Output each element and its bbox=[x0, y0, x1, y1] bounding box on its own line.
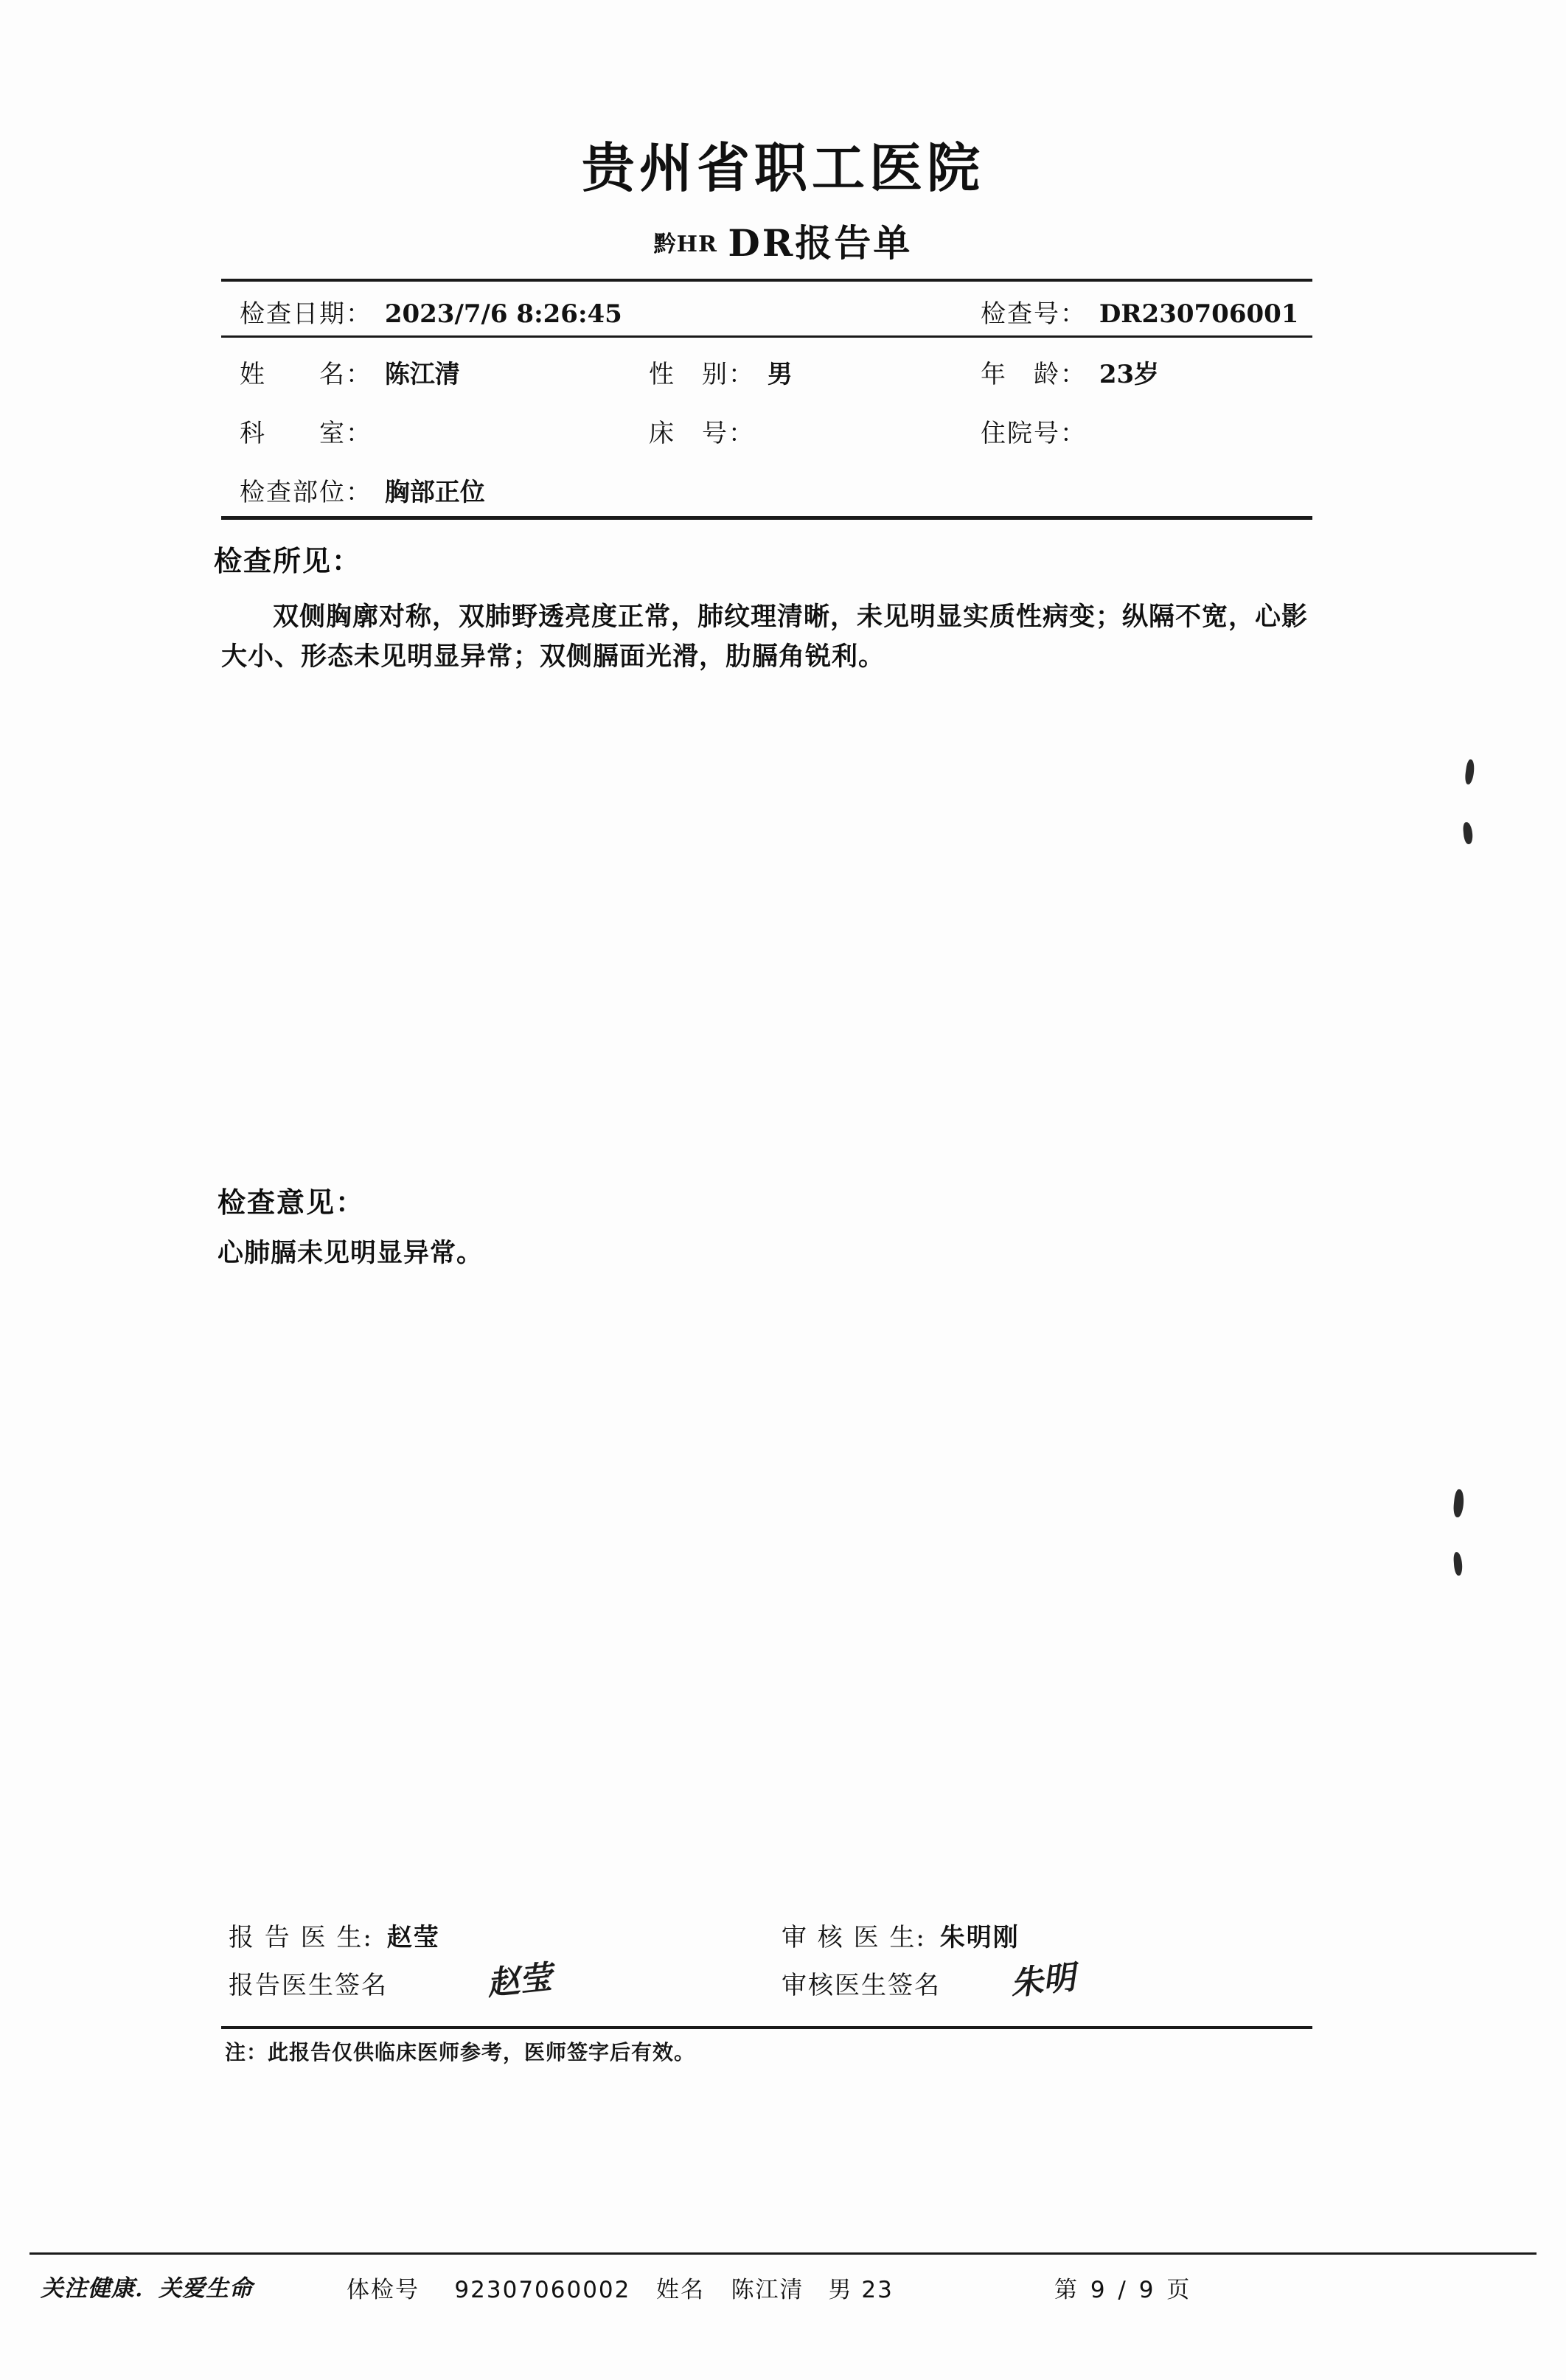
patient-sex-value: 男 bbox=[767, 360, 793, 389]
footer-exam-no bbox=[347, 2271, 630, 2304]
page-footer bbox=[0, 2269, 1566, 2314]
divider-footer bbox=[29, 2252, 1537, 2255]
report-doctor-field bbox=[229, 1917, 440, 1953]
scan-artifact-icon bbox=[1453, 1552, 1463, 1576]
patient-sex-field bbox=[649, 354, 793, 390]
impression-title: 检查意见： bbox=[218, 1186, 366, 1219]
footer-exam-no-label: 体检号 bbox=[347, 2277, 420, 2303]
review-doctor-handwritten-signature: 朱明 bbox=[1009, 1958, 1077, 2003]
hospital-name: 贵州省职工医院 bbox=[581, 136, 984, 199]
patient-name-label: 姓 名： bbox=[240, 360, 372, 389]
review-signature-label: 审核医生签名 bbox=[782, 1971, 941, 2000]
divider-bottom bbox=[221, 516, 1312, 520]
report-doctor-handwritten-signature: 赵莹 bbox=[485, 1958, 554, 2003]
bed-no-label: 床 号： bbox=[649, 419, 755, 448]
exam-no-label: 检查号： bbox=[981, 299, 1087, 329]
report-title: DR报告单 bbox=[728, 221, 913, 265]
footer-page-number: 第 9 / 9 页 bbox=[1054, 2277, 1193, 2303]
exam-part-label: 检查部位： bbox=[240, 478, 372, 507]
report-doctor-label: 报 告 医 生: bbox=[229, 1923, 373, 1952]
report-title-row bbox=[0, 214, 1566, 267]
divider-note bbox=[221, 2026, 1312, 2029]
report-signature-label: 报告医生签名 bbox=[229, 1971, 388, 2000]
findings-title: 检查所见： bbox=[214, 545, 362, 577]
review-doctor-label: 审 核 医 生: bbox=[782, 1923, 926, 1952]
exam-date-field bbox=[240, 293, 622, 330]
patient-age-field bbox=[981, 354, 1159, 390]
patient-age-value: 23岁 bbox=[1099, 360, 1160, 389]
scan-artifact-icon bbox=[1464, 759, 1476, 784]
bed-no-field bbox=[649, 413, 759, 449]
scan-artifact-icon bbox=[1452, 1489, 1465, 1517]
footer-exam-no-value: 92307060002 bbox=[454, 2277, 631, 2303]
review-doctor-field bbox=[782, 1917, 1020, 1953]
review-doctor-value: 朱明刚 bbox=[939, 1923, 1020, 1952]
department-label: 科 室： bbox=[240, 419, 372, 448]
patient-age-label: 年 龄： bbox=[981, 360, 1087, 389]
disclaimer-note: 注：此报告仅供临床医师参考，医师签字后有效。 bbox=[225, 2040, 696, 2064]
exam-part-value: 胸部正位 bbox=[384, 478, 485, 507]
footer-patient-label: 姓名 bbox=[656, 2277, 705, 2303]
exam-no-field bbox=[981, 293, 1298, 330]
patient-name-value: 陈江清 bbox=[384, 360, 460, 389]
scan-artifact-icon bbox=[1463, 822, 1474, 845]
report-doctor-value: 赵莹 bbox=[386, 1923, 440, 1952]
footer-patient-value: 陈江清 男 23 bbox=[731, 2277, 894, 2303]
exam-date-label: 检查日期： bbox=[240, 299, 372, 329]
report-code-prefix: 黔HR bbox=[653, 232, 717, 257]
divider-mid bbox=[221, 335, 1312, 338]
patient-name-field bbox=[240, 354, 460, 390]
impression-body: 心肺膈未见明显异常。 bbox=[218, 1239, 484, 1268]
exam-date-value: 2023/7/6 8:26:45 bbox=[384, 299, 622, 329]
footer-slogan: 关注健康．关爱生命 bbox=[41, 2275, 253, 2302]
footer-patient bbox=[656, 2271, 894, 2304]
divider-top bbox=[221, 279, 1312, 282]
department-field bbox=[240, 413, 377, 449]
inpatient-no-label: 住院号： bbox=[981, 419, 1087, 448]
exam-part-field bbox=[240, 472, 485, 508]
patient-sex-label: 性 别： bbox=[649, 360, 755, 389]
inpatient-no-field bbox=[981, 413, 1091, 449]
exam-no-value: DR230706001 bbox=[1099, 299, 1299, 329]
findings-body: 双侧胸廓对称，双肺野透亮度正常，肺纹理清晰，未见明显实质性病变；纵隔不宽，心影大小、形态未见明显异常；双侧膈面光滑，肋膈角锐利。 bbox=[221, 602, 1309, 672]
